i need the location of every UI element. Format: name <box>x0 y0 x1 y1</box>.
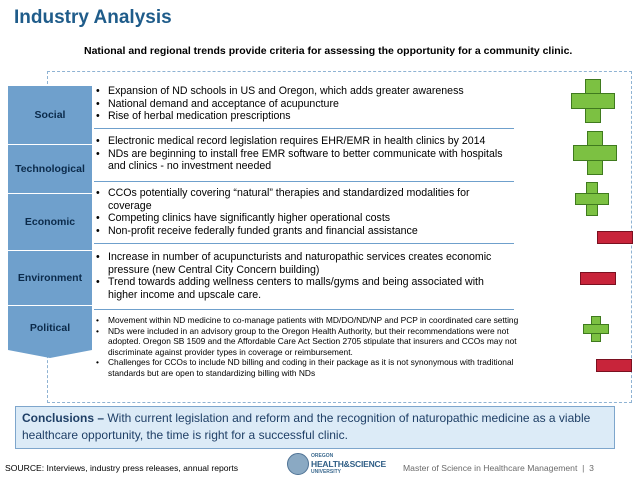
seal-icon <box>287 453 309 475</box>
source-note: SOURCE: Interviews, industry press releases, annual reports <box>5 463 239 473</box>
program-name: Master of Science in Healthcare Management <box>403 463 578 473</box>
category-label: Social <box>34 109 66 121</box>
conclusion-text: With current legislation and reform and the recognition of naturopathic medicine as a viable healthcare opportunity, the time is right for a successful clinic. <box>22 411 591 442</box>
list-item: • Increase in number of acupuncturists and naturopathic services creates economic pressure (new Central City Concern building) <box>108 251 514 276</box>
list-item: • Rise of herbal medication prescriptions <box>108 110 514 123</box>
list-item: • Competing clinics have significantly higher operational costs <box>108 212 514 225</box>
list-item: • Electronic medical record legislation requires EHR/EMR in health clinics by 2014 <box>108 135 514 148</box>
list-item: • CCOs potentially covering “natural” therapies and standardized modalities for coverage <box>108 187 514 212</box>
ohsu-logo <box>287 452 386 476</box>
row-political <box>94 315 524 378</box>
list-item: • Trend towards adding wellness centers to malls/gyms and being associated with higher income and upscale care. <box>108 276 514 301</box>
row-divider <box>94 309 514 310</box>
list-item: • Challenges for CCOs to include ND billing and coding in their package as it is not synonymous with traditional standards but are open to standardizing billing with NDs <box>108 357 524 378</box>
row-divider <box>94 181 514 182</box>
category-technological <box>8 145 92 195</box>
page-subtitle: National and regional trends provide criteria for assessing the opportunity for a community clinic. <box>84 45 573 57</box>
row-divider <box>94 128 514 129</box>
plus-icon <box>573 131 617 175</box>
row-divider <box>94 243 514 244</box>
page-title: Industry Analysis <box>14 7 172 28</box>
minus-icon <box>597 231 633 244</box>
conclusion-box <box>15 406 615 449</box>
category-label: Economic <box>24 216 76 228</box>
category-label: Technological <box>15 163 85 175</box>
minus-icon <box>580 272 616 285</box>
logo-line: OREGON <box>311 453 334 459</box>
plus-icon <box>571 79 615 123</box>
category-chevron <box>8 350 92 358</box>
category-label: Environment <box>17 272 83 284</box>
footer-divider: | <box>582 463 585 473</box>
list-item: • Movement within ND medicine to co-manage patients with MD/DO/ND/NP and PCP in coordinated care setting <box>108 315 524 326</box>
page-number: 3 <box>589 463 594 473</box>
logo-line: HEALTH&SCIENCE <box>311 459 386 469</box>
footer-program <box>403 463 594 473</box>
category-economic <box>8 194 92 252</box>
row-environment <box>94 251 514 301</box>
row-technological <box>94 135 514 173</box>
category-label: Political <box>29 322 71 334</box>
category-environment <box>8 251 92 307</box>
logo-line: UNIVERSITY <box>311 469 342 475</box>
conclusion-lead: Conclusions – <box>22 411 105 425</box>
row-social <box>94 85 514 123</box>
list-item: • Expansion of ND schools in US and Oregon, which adds greater awareness <box>108 85 514 98</box>
row-economic <box>94 187 514 237</box>
list-item: • NDs are beginning to install free EMR software to better communicate with hospitals and clinics - no investment needed <box>108 148 514 173</box>
list-item: • Non-profit receive federally funded grants and financial assistance <box>108 225 514 238</box>
plus-icon <box>583 316 609 342</box>
list-item: • National demand and acceptance of acupuncture <box>108 98 514 111</box>
category-political <box>8 306 92 352</box>
list-item: • NDs were included in an advisory group to the Oregon Health Authority, but their recommendations were not adopted. Oregon SB 1509 and the Affordable Care Act Section 2705 stipulate that insurers and CCOs may not discriminate against provider types in coverage or reimbursement. <box>108 326 524 358</box>
plus-icon <box>575 182 609 216</box>
minus-icon <box>596 359 632 372</box>
category-social <box>8 86 92 146</box>
